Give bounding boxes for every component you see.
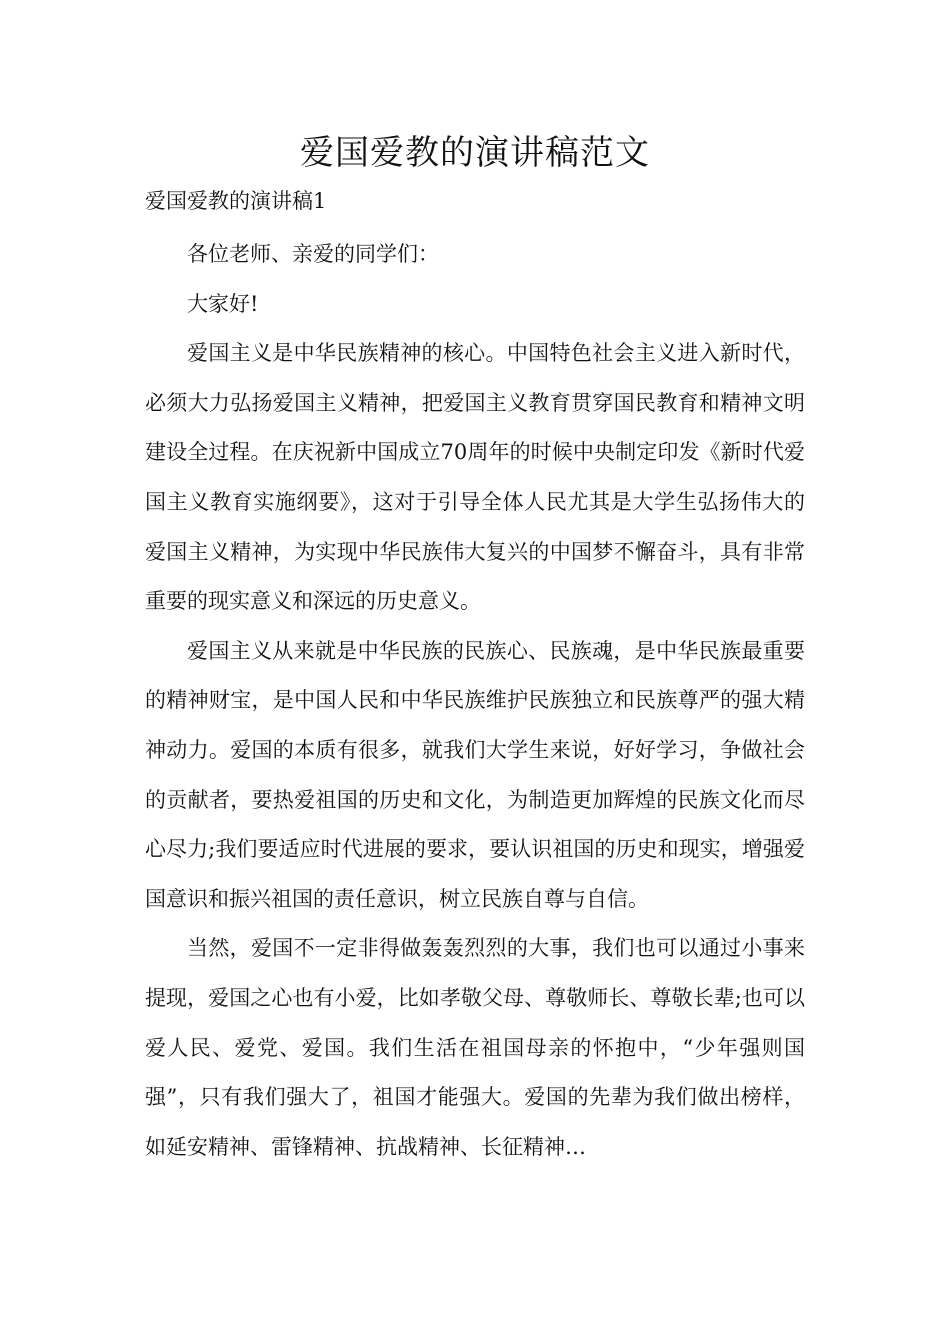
paragraph-3: 当然，爱国不一定非得做轰轰烈烈的大事，我们也可以通过小事来提现，爱国之心也有小爱，比如孝敬父母、尊敬师长、尊敬长辈;也可以爱人民、爱党、爱国。我们生活在祖国母亲的怀抱中，“少年强则国强”，只有我们强大了，祖国才能强大。爱国的先辈为我们做出榜样，如延安精神、雷锋精神、抗战精神、长征精神…: [145, 936, 805, 1159]
page-title: 爱国爱教的演讲稿范文: [300, 133, 650, 173]
greeting-line: 各位老师、亲爱的同学们：: [187, 242, 439, 266]
hello-line: 大家好!: [187, 291, 259, 316]
section-subtitle: 爱国爱教的演讲稿1: [145, 189, 327, 213]
paragraph-1: 爱国主义是中华民族精神的核心。中国特色社会主义进入新时代，必须大力弘扬爱国主义精神，把爱国主义教育贯穿国民教育和精神文明建设全过程。在庆祝新中国成立70周年的时候中央制定印发《新时代爱国主义教育实施纲要》，这对于引导全体人民尤其是大学生弘扬伟大的爱国主义精神，为实现中华民族伟大复兴的中国梦不懈奋斗，具有非常重要的现实意义和深远的历史意义。: [145, 341, 805, 614]
paragraph-2: 爱国主义从来就是中华民族的民族心、民族魂，是中华民族最重要的精神财宝，是中国人民和中华民族维护民族独立和民族尊严的强大精神动力。爱国的本质有很多，就我们大学生来说，好好学习，争做社会的贡献者，要热爱祖国的历史和文化，为制造更加辉煌的民族文化而尽心尽力;我们要适应时代进展的要求，要认识祖国的历史和现实，增强爱国意识和振兴祖国的责任意识，树立民族自尊与自信。: [145, 638, 805, 911]
speech-body: [145, 230, 805, 1172]
